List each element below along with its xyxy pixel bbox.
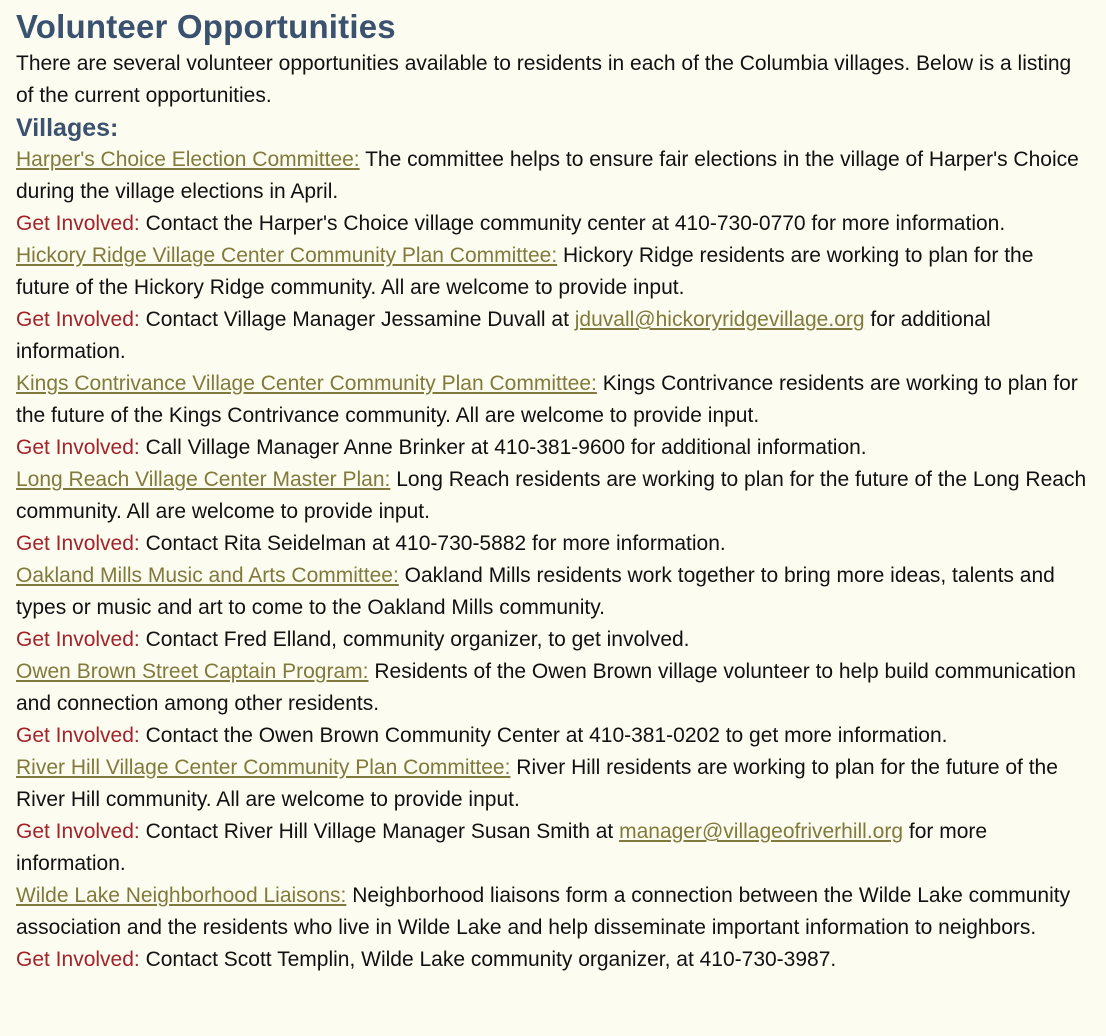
get-involved	[16, 432, 1090, 464]
list-item	[16, 368, 1090, 464]
get-involved-text: Contact Rita Seidelman at 410-730-5882 for more information.	[145, 532, 726, 555]
list-item	[16, 560, 1090, 656]
entry-description	[16, 752, 1090, 816]
entry-description-text: Long Reach residents are working to plan for the future of the Long Reach community. All are welcome to provide input.	[16, 468, 1087, 523]
email-link[interactable]: jduvall@hickoryridgevillage.org	[574, 308, 865, 331]
intro-text: There are several volunteer opportunities available to residents in each of the Columbia villages. Below is a listing of the current opportunities.	[16, 52, 1072, 107]
entry-description-text: Hickory Ridge residents are working to plan for the future of the Hickory Ridge community. All are welcome to provide input.	[16, 244, 1034, 299]
entry-link[interactable]: Wilde Lake Neighborhood Liaisons:	[16, 884, 347, 907]
get-involved-label: Get Involved:	[16, 628, 140, 651]
entry-description	[16, 144, 1090, 208]
get-involved-after: for more information.	[16, 820, 988, 875]
entry-link[interactable]: Harper's Choice Election Committee:	[16, 148, 360, 171]
entry-link[interactable]: Hickory Ridge Village Center Community Plan Committee:	[16, 244, 558, 267]
entry-description	[16, 656, 1090, 720]
entry-description	[16, 240, 1090, 304]
get-involved	[16, 208, 1090, 240]
list-item	[16, 656, 1090, 752]
get-involved	[16, 816, 1090, 880]
email-link[interactable]: manager@villageofriverhill.org	[619, 820, 904, 843]
get-involved-text: Contact Scott Templin, Wilde Lake community organizer, at 410-730-3987.	[145, 948, 837, 971]
get-involved-after: for additional information.	[16, 308, 991, 363]
entry-description	[16, 880, 1090, 944]
entry-link[interactable]: Oakland Mills Music and Arts Committee:	[16, 564, 399, 587]
list-item	[16, 464, 1090, 560]
get-involved	[16, 720, 1090, 752]
get-involved-label: Get Involved:	[16, 308, 140, 331]
get-involved	[16, 304, 1090, 368]
entry-link[interactable]: Long Reach Village Center Master Plan:	[16, 468, 391, 491]
entries-list	[16, 144, 1090, 976]
get-involved-label: Get Involved:	[16, 436, 140, 459]
entry-link[interactable]: Kings Contrivance Village Center Community Plan Committee:	[16, 372, 597, 395]
list-item	[16, 240, 1090, 368]
get-involved	[16, 528, 1090, 560]
entry-description-text: Neighborhood liaisons form a connection between the Wilde Lake community association and the residents who live in Wilde Lake and help disseminate important information to neighbors.	[16, 884, 1071, 939]
entry-description	[16, 560, 1090, 624]
get-involved-text: Contact the Harper's Choice village community center at 410-730-0770 for more information.	[145, 212, 1006, 235]
get-involved-text: Contact Fred Elland, community organizer, to get involved.	[145, 628, 690, 651]
get-involved-text: Contact River Hill Village Manager Susan Smith at	[145, 820, 614, 843]
get-involved-label: Get Involved:	[16, 820, 140, 843]
get-involved	[16, 944, 1090, 976]
get-involved-label: Get Involved:	[16, 532, 140, 555]
entry-description-text: The committee helps to ensure fair elections in the village of Harper's Choice during the village elections in April.	[16, 148, 1079, 203]
get-involved-label: Get Involved:	[16, 948, 140, 971]
list-item	[16, 880, 1090, 976]
get-involved-text: Contact Village Manager Jessamine Duvall at	[145, 308, 569, 331]
entry-description-text: Kings Contrivance residents are working to plan for the future of the Kings Contrivance community. All are welcome to provide input.	[16, 372, 1078, 427]
get-involved	[16, 624, 1090, 656]
list-item	[16, 144, 1090, 240]
get-involved-label: Get Involved:	[16, 212, 140, 235]
entry-description	[16, 464, 1090, 528]
entry-link[interactable]: River Hill Village Center Community Plan Committee:	[16, 756, 511, 779]
entry-description-text: Residents of the Owen Brown village volunteer to help build communication and connection among other residents.	[16, 660, 1076, 715]
get-involved-text: Contact the Owen Brown Community Center at 410-381-0202 to get more information.	[145, 724, 948, 747]
get-involved-text: Call Village Manager Anne Brinker at 410-381-9600 for additional information.	[145, 436, 867, 459]
entry-description-text: Oakland Mills residents work together to bring more ideas, talents and types or music and art to come to the Oakland Mills community.	[16, 564, 1055, 619]
entry-link[interactable]: Owen Brown Street Captain Program:	[16, 660, 369, 683]
entry-description	[16, 368, 1090, 432]
section-heading: Villages:	[16, 114, 119, 142]
list-item	[16, 752, 1090, 880]
get-involved-label: Get Involved:	[16, 724, 140, 747]
entry-description-text: River Hill residents are working to plan for the future of the River Hill community. All are welcome to provide input.	[16, 756, 1058, 811]
page-title: Volunteer Opportunities	[16, 8, 396, 45]
